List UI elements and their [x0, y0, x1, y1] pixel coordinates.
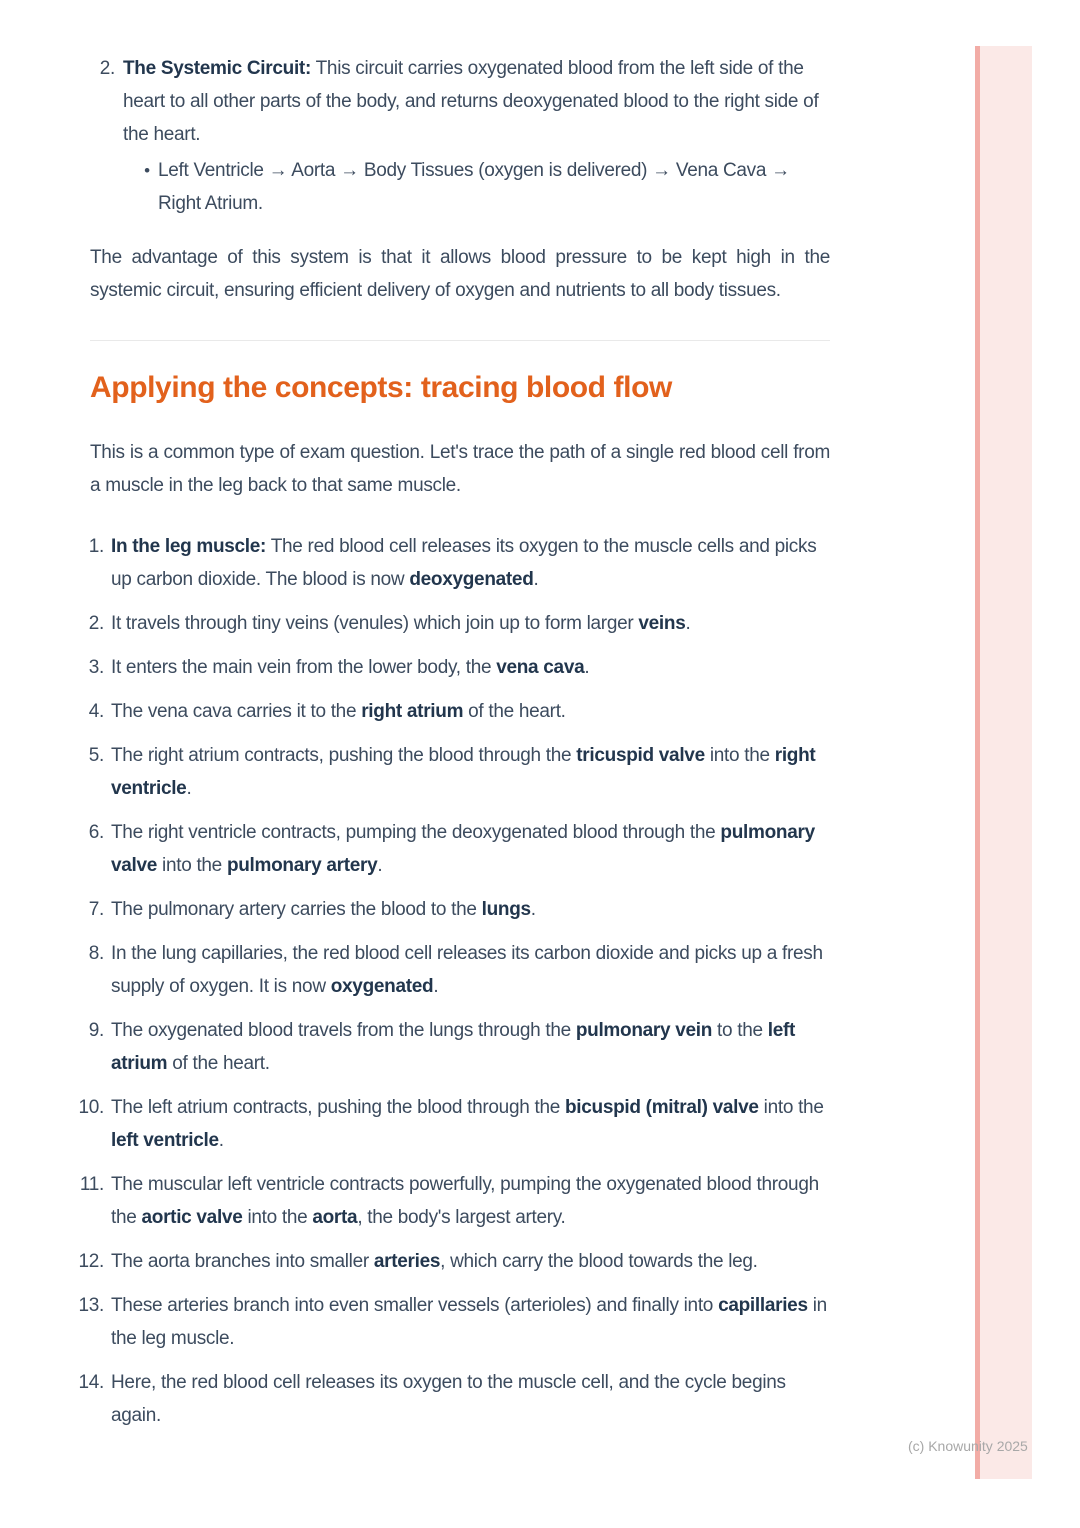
- list-item-number: 2.: [88, 613, 104, 634]
- list-item-text: The muscular left ventricle contracts powerfully, pumping the oxygenated blood through the aortic valve into the aorta, the body's largest artery.: [111, 1174, 819, 1228]
- list-item-number: 9.: [88, 1020, 104, 1041]
- list-item-text: It travels through tiny veins (venules) which join up to form larger veins.: [111, 613, 691, 634]
- document-content: [78, 0, 830, 1443]
- list-item-text: The aorta branches into smaller arteries, which carry the blood towards the leg.: [111, 1251, 758, 1272]
- list-item: [77, 607, 830, 640]
- list-item: [77, 1289, 830, 1355]
- list-item: [77, 651, 830, 684]
- list-item: [77, 1091, 830, 1157]
- list-item: [77, 937, 830, 1003]
- list-item-text: These arteries branch into even smaller vessels (arterioles) and finally into capillaries in the leg muscle.: [111, 1295, 827, 1349]
- list-item: [77, 1366, 830, 1432]
- list-item: [77, 893, 830, 926]
- list-item-text: In the lung capillaries, the red blood cell releases its carbon dioxide and picks up a fresh supply of oxygen. It is now oxygenated.: [111, 943, 823, 997]
- page-edge-stripe-fill: [980, 46, 1032, 1479]
- list-item-text: Here, the red blood cell releases its oxygen to the muscle cell, and the cycle begins again.: [111, 1372, 786, 1426]
- bullet-text: Left Ventricle → Aorta → Body Tissues (oxygen is delivered) → Vena Cava → Right Atrium.: [158, 160, 790, 214]
- list-item-text: It enters the main vein from the lower body, the vena cava.: [111, 657, 590, 678]
- steps-list: [77, 530, 830, 1432]
- list-item-number: 2.: [99, 58, 115, 79]
- systemic-circuit-text: The Systemic Circuit: This circuit carries oxygenated blood from the left side of the heart to all other parts of the body, and returns deoxygenated blood to the right side of the heart.: [123, 58, 819, 145]
- list-item-text: The right atrium contracts, pushing the blood through the tricuspid valve into the right ventricle.: [111, 745, 816, 799]
- list-item: [77, 530, 830, 596]
- list-item-number: 14.: [78, 1372, 104, 1393]
- list-item: [77, 1168, 830, 1234]
- list-item-number: 8.: [88, 943, 104, 964]
- list-item-text: The oxygenated blood travels from the lungs through the pulmonary vein to the left atrium of the heart.: [111, 1020, 796, 1074]
- systemic-circuit-body: [123, 52, 830, 220]
- list-item: [77, 816, 830, 882]
- list-item-text: The left atrium contracts, pushing the blood through the bicuspid (mitral) valve into the left ventricle.: [111, 1097, 824, 1151]
- list-item-number: 6.: [88, 822, 104, 843]
- list-item: [77, 695, 830, 728]
- list-item: [77, 739, 830, 805]
- intro-paragraph: This is a common type of exam question. Let's trace the path of a single red blood cell from a muscle in the leg back to that same muscle.: [90, 442, 830, 496]
- list-item: [77, 1245, 830, 1278]
- advantage-paragraph: The advantage of this system is that it allows blood pressure to be kept high in the systemic circuit, ensuring efficient delivery of oxygen and nutrients to all body tissues.: [90, 247, 830, 301]
- list-item-number: 7.: [88, 899, 104, 920]
- bullet-point: [123, 154, 830, 220]
- footer-copyright: (c) Knowunity 2025: [908, 1438, 1028, 1454]
- list-item-number: 13.: [78, 1295, 104, 1316]
- section-divider: [90, 340, 830, 341]
- systemic-circuit-list-item: [90, 52, 830, 220]
- list-item-text: The vena cava carries it to the right atrium of the heart.: [111, 701, 566, 722]
- list-item-number: 10.: [78, 1097, 104, 1118]
- list-item-text: In the leg muscle: The red blood cell releases its oxygen to the muscle cells and picks up carbon dioxide. The blood is now deoxygenated.: [111, 536, 817, 590]
- list-item-text: The right ventricle contracts, pumping the deoxygenated blood through the pulmonary valve into the pulmonary artery.: [111, 822, 815, 876]
- bullet-dot-icon: [139, 154, 155, 220]
- list-item-number: 1.: [88, 536, 104, 557]
- list-item-number: 12.: [78, 1251, 104, 1272]
- list-item-number: 3.: [88, 657, 104, 678]
- section-heading: Applying the concepts: tracing blood flow: [90, 371, 672, 404]
- list-item-text: The pulmonary artery carries the blood to the lungs.: [111, 899, 536, 920]
- list-item-number: 5.: [88, 745, 104, 766]
- list-item: [77, 1014, 830, 1080]
- list-item-number: 11.: [79, 1174, 104, 1195]
- list-item-number: 4.: [88, 701, 104, 722]
